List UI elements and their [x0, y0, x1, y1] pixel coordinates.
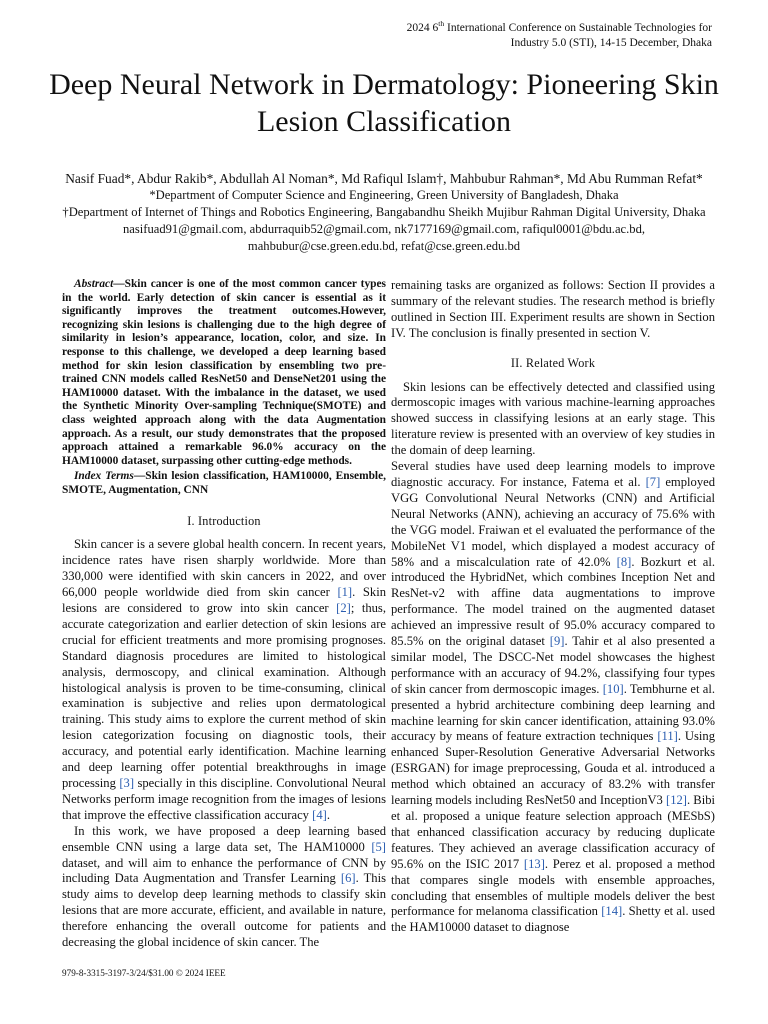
- citation-1[interactable]: [1]: [337, 585, 353, 600]
- citation-13[interactable]: [13]: [523, 856, 545, 871]
- related-paragraph-2: Several studies have used deep learning models to improve diagnostic accuracy. For instance, Fatema et al. [7] employed VGG Convolutional Neural Networks (CNN) and Artificial Neural Networks (ANN), achieving an accuracy of 75.6% with the VGG model. Fraiwan et el evaluated the performance of the MobileNet V1 model, which displayed a modest accuracy of 58% and a miscalculation rate of 42.0% [8]. Bozkurt et al. introduced the HybridNet, which combines Inception Net and ResNet-v2 with affine data augmentations to improve performance. The model trained on the augmented dataset achieved an impressive result of 95.0% accuracy compared to 85.5% on the original dataset [9]. Tahir et al also presented a similar model, The DSCC-Net model showcases the highest performance with an accuracy of 94.2%, classifying four types of skin cancer from dermoscopic images. [10]. Tembhurne et al. presented a hybrid architecture combining deep learning and machine learning for skin cancer identification, attaining 93.0% accuracy by means of feature extraction techniques [11]. Using enhanced Super-Resolution Generative Adversarial Networks (ESRGAN) for image preprocessing, Gouda et al. introduced a method which obtained an accuracy of 83.2% with transfer learning models including ResNet50 and InceptionV3 [12]. Bibi et al. proposed a unique feature selection approach (MESbS) that enhanced classification accuracy by reducing duplicate features. They achieved an average classification accuracy of 95.6% on the ISIC 2017 [13]. Perez et al. proposed a method that compares single models with ensemble approaches, concluding that ensembles of multiple models deliver the best performance for melanoma classification [14]. Shetty et al. used the HAM10000 dataset to diagnose: [391, 459, 716, 935]
- citation-10[interactable]: [10]: [602, 681, 624, 696]
- affiliation-1: *Department of Computer Science and Engineering, Green University of Bangladesh, Dhaka: [149, 188, 619, 202]
- citation-12[interactable]: [12]: [666, 793, 687, 808]
- citation-3[interactable]: [3]: [119, 776, 135, 790]
- abstract-label: Abstract: [74, 278, 114, 290]
- citation-7[interactable]: [7]: [645, 474, 661, 489]
- section-heading-related-work: II. Related Work: [510, 355, 596, 370]
- citation-4[interactable]: [4]: [312, 807, 327, 822]
- index-terms-label: Index Terms: [74, 470, 134, 483]
- paper-title: Deep Neural Network in Dermatology: Pioneering Skin Lesion Classification: [49, 68, 719, 138]
- author-block: [20, 170, 748, 255]
- copyright-footer: 979-8-3315-3197-3/24/$31.00 © 2024 IEEE: [62, 968, 226, 978]
- citation-2[interactable]: [2]: [336, 601, 351, 616]
- author-names: Nasif Fuad*, Abdur Rakib*, Abdullah Al Noman*, Md Rafiqul Islam†, Mahbubur Rahman*, Md Abu Rumman Refat*: [65, 171, 703, 186]
- citation-6[interactable]: [6]: [340, 871, 356, 886]
- right-column: [391, 278, 715, 936]
- citation-8[interactable]: [8]: [616, 554, 632, 569]
- emails-line-2: mahbubur@cse.green.edu.bd, refat@cse.green.edu.bd: [247, 239, 521, 253]
- section-heading-introduction: I. Introduction: [187, 513, 261, 528]
- citation-14[interactable]: [14]: [601, 904, 623, 919]
- emails-line-1: nasifuad91@gmail.com, abdurraquib52@gmail.com, nk7177169@gmail.com, rafiqul0001@bdu.ac.bd,: [122, 222, 646, 236]
- intro-paragraph-continued: remaining tasks are organized as follows: Section II provides a summary of the relevant studies. The research method is briefly outlined in Section III. Experiment results are shown in Section IV. The conclusion is finally presented in section V.: [391, 278, 715, 340]
- citation-5[interactable]: [5]: [371, 839, 386, 854]
- conference-header: 2024 6th International Conference on Sustainable Technologies for Industry 5.0 (STI), 14-15 December, Dhaka: [406, 19, 712, 49]
- index-terms: Index Terms—Skin lesion classification, HAM10000, Ensemble, SMOTE, Augmentation, CNN: [62, 470, 386, 496]
- intro-paragraph-2: In this work, we have proposed a deep learning based ensemble CNN using a large data set, The HAM10000 [5] dataset, and will aim to enhance the performance of CNN by including Data Augmentation and Transfer Learning [6]. This study aims to develop deep learning methods to classify skin lesions that are more accurate, efficient, and available in nature, therefore enhancing the overall outcome for patients and decreasing the global incidence of skin cancer. The: [62, 823, 386, 950]
- citation-11[interactable]: [11]: [657, 729, 678, 744]
- abstract: Abstract—Skin cancer is one of the most common cancer types in the world. Early detection of skin cancer is essential as it significantly improves the treatment outcomes.However, recognizing skin lesions is challenging due to the high degree of similarity in lesion’s appearance, location, color, and size. In response to this challenge, we developed a deep learning based method for skin lesion classification by ensembling two pre-trained CNN models called ResNet50 and DenseNet201 using the HAM10000 dataset. With the imbalance in the dataset, we used the Synthetic Minority Over-sampling Technique(SMOTE) and class weighted approach along with the data Augmentation approach. As a result, our study demonstrates that the proposed approach attained a remarkable 96.0% accuracy on the HAM10000 dataset, surpassing other cutting-edge methods.: [62, 278, 386, 467]
- affiliation-2: †Department of Internet of Things and Robotics Engineering, Bangabandhu Sheikh Mujibur Rahman Digital University, Dhaka: [62, 205, 706, 219]
- citation-9[interactable]: [9]: [549, 634, 565, 649]
- intro-paragraph-1: Skin cancer is a severe global health concern. In recent years, incidence rates have risen sharply worldwide. More than 330,000 were identified with skin cancers in 2022, and over 66,000 people worldwide died from skin cancer [1]. Skin lesions are considered to grow into skin cancer [2]; thus, accurate categorization and earlier detection of skin lesions are crucial for efficient treatments and more promising prognoses. Standard diagnosis procedures are limited to histological analysis, dermoscopy, and clinical examination. Although histological analysis is proven to be time-consuming, clinical examination is subjective and relies upon dermatological training. This study aims to explore the current method of skin lesion categorization focusing on diagnostic tools, their accuracy, and potential early identification. Machine learning and deep learning offer potential breakthroughs in image processing [3] specially in this discipline. Convolutional Neural Networks perform image recognition from the images of lesions that improve the effective classification accuracy [4].: [62, 537, 386, 822]
- related-paragraph-1: Skin lesions can be effectively detected and classified using dermoscopic images with various machine-learning approaches showed success in classifying lesions at an early stage. This literature review is presented with an overview of key studies in the domain of deep learning.: [391, 379, 715, 458]
- left-column: [62, 278, 386, 951]
